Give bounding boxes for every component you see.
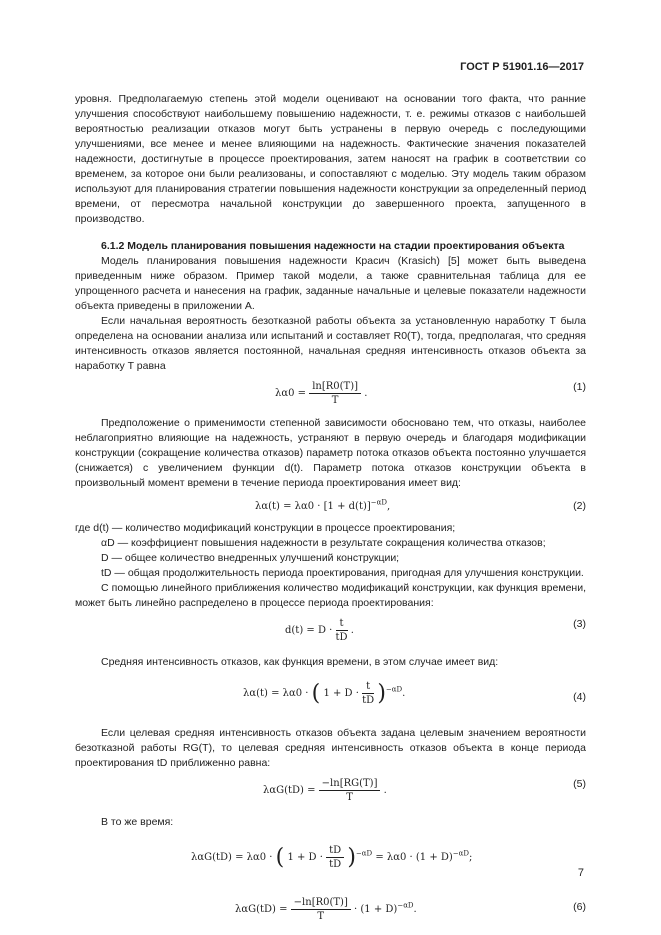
formula-5	[75, 771, 586, 809]
numerator: ln[R0(T)]	[309, 380, 361, 394]
formula-mid: 1 + D ·	[287, 852, 323, 863]
numerator: t	[336, 617, 348, 631]
exponent: −αD	[385, 685, 403, 694]
numerator: −ln[RG(T)]	[319, 777, 381, 791]
right-paren: )	[347, 845, 356, 870]
denominator: T	[331, 395, 339, 406]
formula-5b	[75, 838, 586, 884]
formula-rhs: = λα0 · (1 + D)	[375, 852, 453, 863]
formula-lhs: λα(t) = λα0 ·	[243, 688, 309, 699]
formula-tail: ,	[386, 501, 391, 512]
formula-6	[75, 890, 586, 930]
fraction	[336, 617, 348, 644]
formula-tail: ;	[469, 852, 473, 863]
formula-1	[75, 374, 586, 410]
fraction	[291, 896, 351, 923]
fraction	[326, 844, 344, 871]
numerator: −ln[R0(T)]	[291, 896, 351, 910]
formula-number: (4)	[573, 691, 586, 703]
paragraph: Средняя интенсивность отказов, как функция времени, в этом случае имеет вид:	[101, 656, 499, 668]
formula-number: (2)	[573, 500, 586, 512]
left-paren: (	[275, 845, 285, 870]
paragraph: Модель планирования повышения надежности Красич (Krasich) [5] может быть выведена приведенным ниже образом. Пример такой модели, а также сравнительная таблица для ее упрощенного расчета и нанесения на график, заданные начальные и целевые показатели надежности объекта приведены в приложении А.	[75, 255, 586, 312]
paragraph: Предположение о применимости степенной зависимости обосновано тем, что отказы, наиболее неблагоприятно влияющие на надежность, устраняют в первую очередь и благодаря модификации конструкции (сокращение количества отказов) параметр потока отказов объекта постоянно улучшается (снижается) с увеличением функции d(t). Параметр потока отказов конструкции объекта в произвольный момент времени в течение периода проектирования имеет вид:	[75, 417, 586, 489]
formula-2	[75, 491, 586, 521]
formula-lhs: λαG(tD) =	[263, 785, 316, 796]
denominator: tD	[335, 632, 348, 643]
denominator: T	[317, 911, 325, 922]
formula-tail: .	[350, 625, 354, 636]
section-heading: 6.1.2 Модель планирования повышения надежности на стадии проектирования объекта	[101, 240, 565, 252]
formula-mid: 1 + D ·	[323, 688, 359, 699]
definition-item: D — общее количество внедренных улучшений конструкции;	[101, 552, 400, 564]
formula-tail: .	[413, 904, 417, 915]
definition-item: tD — общая продолжительность периода проектирования, пригодная для улучшения конструкции.	[101, 567, 584, 579]
denominator: tD	[362, 695, 375, 706]
definition-item: αD — коэффициент повышения надежности в результате сокращения количества отказов;	[101, 537, 546, 549]
fraction	[362, 680, 374, 707]
page-number: 7	[577, 867, 584, 879]
formula-number: (5)	[573, 778, 586, 790]
denominator: T	[346, 792, 353, 803]
fraction	[319, 777, 381, 804]
page-content	[75, 92, 586, 930]
formula-lhs: λαG(tD) = λα0 ·	[191, 852, 273, 863]
definitions-list	[75, 521, 586, 581]
numerator: t	[362, 680, 374, 694]
definition-item: где d(t) — количество модификаций конструкции в процессе проектирования;	[75, 522, 456, 534]
formula-number: (3)	[573, 618, 586, 630]
formula-lhs: λα0 =	[275, 388, 307, 399]
exponent: −αD	[370, 498, 387, 507]
paragraph: уровня. Предполагаемую степень этой модели оценивают на основании того факта, что ранние улучшения способствуют наибольшему повышению надежности, т. е. режимы отказов с наибольшей вероятностью реализации отказов могут быть устранены в первую очередь с последующими улучшениями, все менее и менее влияющими на надежность. Фактические значения показателей надежности, достигнутые в процессе проектирования, затем наносят на график в соответствии со временем, за которое они были реализованы, и сопоставляют с моделью. Эту модель таким образом используют для планирования стратегии повышения надежности конструкции за определенный период времени, от пересмотра начальной конструкции до завершенного проекта, запущенного в производство.	[75, 93, 586, 225]
formula-tail: .	[383, 785, 387, 796]
exponent: −αD	[452, 849, 470, 858]
formula-lhs: d(t) = D ·	[285, 625, 333, 636]
document-code: ГОСТ Р 51901.16—2017	[460, 61, 584, 73]
paragraph: В то же время:	[101, 816, 174, 828]
numerator: tD	[326, 844, 344, 858]
formula-tail: .	[402, 688, 406, 699]
formula-tail: .	[364, 388, 368, 399]
formula-rhs: · (1 + D)	[354, 904, 398, 915]
exponent: −αD	[355, 849, 373, 858]
denominator: tD	[329, 859, 342, 870]
formula-text: λα(t) = λα0 · [1 + d(t)]	[255, 501, 371, 512]
formula-lhs: λαG(tD) =	[235, 904, 288, 915]
formula-number: (1)	[573, 381, 586, 393]
formula-4	[75, 674, 586, 718]
right-paren: )	[377, 681, 386, 706]
formula-number: (6)	[573, 901, 586, 913]
fraction	[309, 380, 361, 407]
paragraph: С помощью линейного приближения количество модификаций конструкции, как функция времени, может быть линейно распределено в процессе периода проектирования:	[75, 582, 586, 609]
left-paren: (	[311, 681, 321, 706]
paragraph: Если начальная вероятность безотказной работы объекта за установленную наработку T была определена на основании анализа или испытаний и составляет R0(T), тогда, предполагая, что средняя интенсивность отказов является постоянной, начальная средняя интенсивность отказов объекта за наработку T равна	[75, 315, 586, 372]
exponent: −αD	[397, 901, 414, 910]
formula-3	[75, 611, 586, 647]
paragraph: Если целевая средняя интенсивность отказов объекта задана целевым значением вероятности безотказной работы RG(T), то целевая средняя интенсивность отказов объекта в конце периода проектирования tD приближенно равна:	[75, 727, 586, 769]
